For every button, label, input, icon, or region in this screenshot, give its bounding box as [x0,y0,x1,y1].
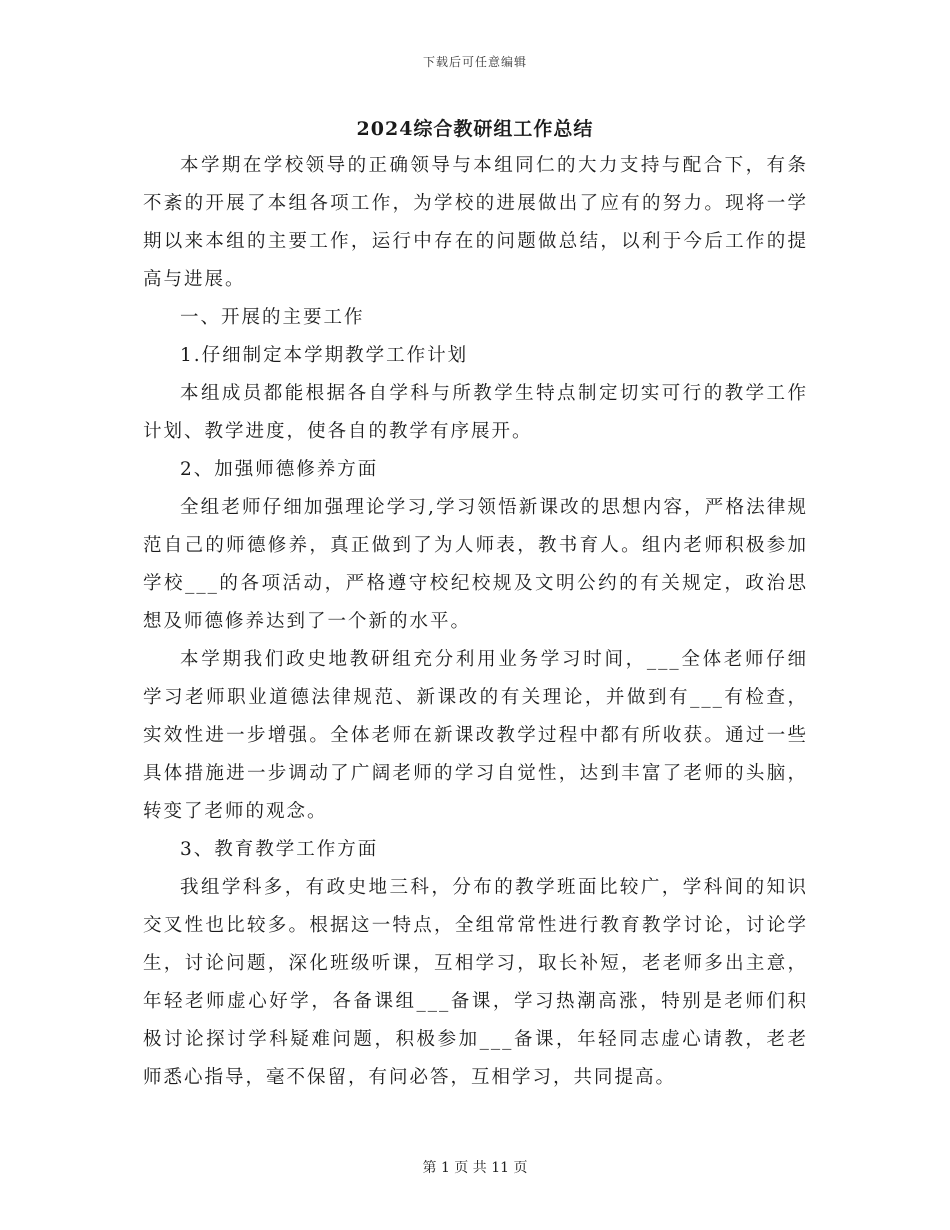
document-body [143,147,808,1097]
paragraph-ethics: 全组老师仔细加强理论学习,学习领悟新课改的思想内容，严格法律规范自己的师德修养，真正做到了为人师表，教书育人。组内老师积极参加学校___的各项活动，严格遵守校纪校规及文明公约的有关规定，政治思想及师德修养达到了一个新的水平。 [143,497,808,632]
subheading-ethics: 2、加强师德修养方面 [180,459,379,480]
subheading-teaching-plan: 1.仔细制定本学期教学工作计划 [180,345,469,366]
paragraph-teaching-work: 我组学科多，有政史地三科，分布的教学班面比较广，学科间的知识交叉性也比较多。根据这一特点，全组常常性进行教育教学讨论，讨论学生，讨论问题，深化班级听课，互相学习，取长补短，老老师多出主意，年轻老师虚心好学，各备课组___备课，学习热潮高涨，特别是老师们积极讨论探讨学科疑难问题，积极参加___备课，年轻同志虚心请教，老老师悉心指导，毫不保留，有问必答，互相学习，共同提高。 [143,877,808,1088]
subheading-teaching-work: 3、教育教学工作方面 [180,839,379,860]
page-number-footer: 第 1 页 共 11 页 [422,1160,528,1176]
paragraph-teaching-plan: 本组成员都能根据各自学科与所教学生特点制定切实可行的教学工作计划、教学进度，使各自的教学有序展开。 [143,383,808,442]
document-title: 2024综合教研组工作总结 [356,118,594,140]
paragraph-study: 本学期我们政史地教研组充分利用业务学习时间，___全体老师仔细学习老师职业道德法律规范、新课改的有关理论，并做到有___有检查，实效性进一步增强。全体老师在新课改教学过程中都有所收获。通过一些具体措施进一步调动了广阔老师的学习自觉性，达到丰富了老师的头脑，转变了老师的观念。 [143,649,808,822]
section-heading-main-work: 一、开展的主要工作 [180,307,365,328]
page-header-note: 下载后可任意编辑 [422,55,527,69]
paragraph-intro: 本学期在学校领导的正确领导与本组同仁的大力支持与配合下，有条不紊的开展了本组各项工作，为学校的进展做出了应有的努力。现将一学期以来本组的主要工作，运行中存在的问题做总结，以利于今后工作的提高与进展。 [143,155,808,290]
